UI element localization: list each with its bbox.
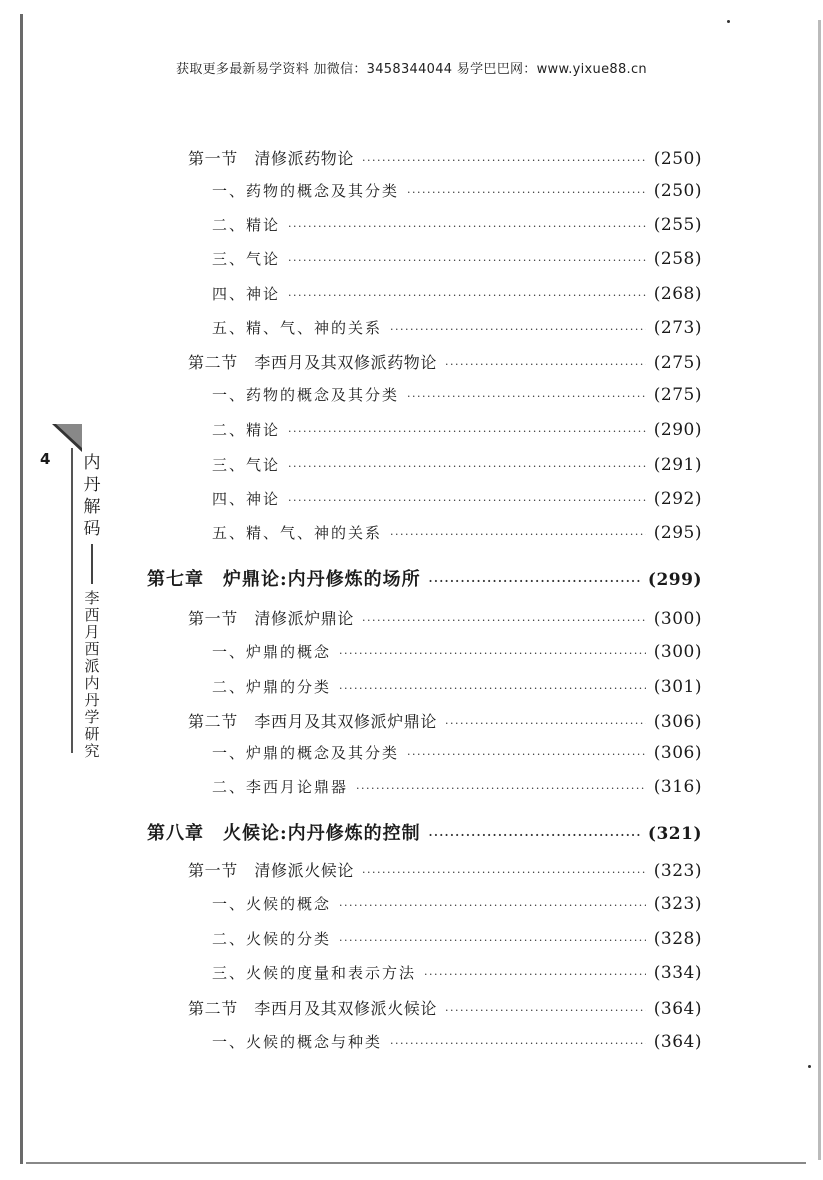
toc-chapter-row xyxy=(147,819,702,845)
toc-entry-title: 二、李西月论鼎器 xyxy=(212,778,349,796)
toc-entry-title: 五、精、气、神的关系 xyxy=(212,319,383,337)
toc-page-number: (306) xyxy=(653,743,702,763)
toc-page-number: (291) xyxy=(653,455,702,475)
toc-page-number: (364) xyxy=(653,999,702,1019)
toc-entry-title: 一、炉鼎的概念及其分类 xyxy=(212,744,400,762)
toc-page-number: (299) xyxy=(647,570,702,590)
toc-entry-title: 一、火候的概念与种类 xyxy=(212,1033,383,1051)
toc-page-number: (321) xyxy=(647,824,702,844)
toc-section-row xyxy=(188,350,702,373)
toc-entry-title: 三、火候的度量和表示方法 xyxy=(212,964,417,982)
toc-item-row xyxy=(212,1031,702,1052)
running-title-main: 内丹解码 xyxy=(83,453,101,539)
toc-entry-title: 四、神论 xyxy=(212,285,281,303)
toc-item-row xyxy=(212,454,702,475)
toc-page-number: (290) xyxy=(653,420,702,440)
toc-entry-title: 四、神论 xyxy=(212,490,281,508)
toc-item-row xyxy=(212,488,702,509)
toc-item-row xyxy=(212,776,702,797)
toc-entry-title: 第二节 李西月及其双修派药物论 xyxy=(188,353,438,372)
running-title-subtitle: 李西月西派内丹学研究 xyxy=(84,589,100,760)
dot-leader xyxy=(445,358,646,371)
toc-page-number: (255) xyxy=(653,215,702,235)
toc-item-row xyxy=(212,384,702,405)
toc-item-row xyxy=(212,317,702,338)
running-title-dash xyxy=(91,544,93,584)
toc-page-number: (323) xyxy=(653,894,702,914)
toc-entry-title: 三、气论 xyxy=(212,250,281,268)
dot-leader xyxy=(445,717,646,730)
toc-section-row xyxy=(188,996,702,1019)
toc-page-number: (334) xyxy=(653,963,702,983)
dot-leader xyxy=(339,934,646,947)
dot-leader xyxy=(339,682,646,695)
toc-section-row xyxy=(188,858,702,881)
toc-entry-title: 一、炉鼎的概念 xyxy=(212,643,332,661)
toc-entry-title: 三、气论 xyxy=(212,456,281,474)
dot-leader xyxy=(356,782,646,795)
dot-leader xyxy=(390,1037,646,1050)
toc-page-number: (364) xyxy=(653,1032,702,1052)
dot-leader xyxy=(362,154,646,167)
corner-tab-icon xyxy=(52,424,82,452)
dot-leader xyxy=(339,647,646,660)
toc-entry-title: 一、药物的概念及其分类 xyxy=(212,386,400,404)
dot-leader xyxy=(390,528,646,541)
toc-entry-title: 第二节 李西月及其双修派炉鼎论 xyxy=(188,712,438,731)
spine-divider xyxy=(71,448,73,753)
dot-leader xyxy=(288,494,646,507)
toc-page-number: (300) xyxy=(653,609,702,629)
toc-page-number: (275) xyxy=(653,353,702,373)
dot-leader xyxy=(288,425,646,438)
toc-page-number: (273) xyxy=(653,318,702,338)
toc-page-number: (250) xyxy=(653,149,702,169)
dot-leader xyxy=(288,254,646,267)
dot-leader xyxy=(390,323,646,336)
toc-page-number: (316) xyxy=(653,777,702,797)
toc-entry-title: 二、炉鼎的分类 xyxy=(212,678,332,696)
toc-page-number: (306) xyxy=(653,712,702,732)
toc-page-number: (300) xyxy=(653,642,702,662)
running-title xyxy=(80,452,104,760)
toc-chapter-row xyxy=(147,565,702,591)
toc-item-row xyxy=(212,641,702,662)
dot-leader xyxy=(424,968,646,981)
dot-leader xyxy=(362,614,646,627)
scan-speck xyxy=(808,1065,811,1068)
toc-section-row xyxy=(188,146,702,169)
toc-page-number: (275) xyxy=(653,385,702,405)
dot-leader xyxy=(288,220,646,233)
toc-item-row xyxy=(212,742,702,763)
scan-speck xyxy=(727,20,730,23)
bottom-rule xyxy=(26,1162,806,1164)
toc-entry-title: 五、精、气、神的关系 xyxy=(212,524,383,542)
page-number: 4 xyxy=(40,450,51,468)
page-header: 获取更多最新易学资料 加微信：3458344044 易学巴巴网：www.yixue88.cn xyxy=(176,62,647,77)
dot-leader xyxy=(407,748,646,761)
toc-page-number: (250) xyxy=(653,181,702,201)
toc-item-row xyxy=(212,248,702,269)
toc-entry-title: 二、火候的分类 xyxy=(212,930,332,948)
dot-leader xyxy=(445,1004,646,1017)
toc-page-number: (292) xyxy=(653,489,702,509)
toc-page-number: (301) xyxy=(653,677,702,697)
dot-leader xyxy=(407,390,646,403)
dot-leader xyxy=(288,460,646,473)
toc-entry-title: 第二节 李西月及其双修派火候论 xyxy=(188,999,438,1018)
toc-entry-title: 第七章 炉鼎论:内丹修炼的场所 xyxy=(147,569,421,590)
toc-item-row xyxy=(212,962,702,983)
toc-entry-title: 第一节 清修派火候论 xyxy=(188,861,355,880)
toc-item-row xyxy=(212,522,702,543)
toc-item-row xyxy=(212,283,702,304)
toc-page-number: (258) xyxy=(653,249,702,269)
dot-leader xyxy=(339,899,646,912)
toc-entry-title: 一、药物的概念及其分类 xyxy=(212,182,400,200)
toc-item-row xyxy=(212,214,702,235)
toc-item-row xyxy=(212,893,702,914)
toc-section-row xyxy=(188,606,702,629)
toc-entry-title: 一、火候的概念 xyxy=(212,895,332,913)
toc-page-number: (323) xyxy=(653,861,702,881)
toc-item-row xyxy=(212,676,702,697)
dot-leader xyxy=(362,866,646,879)
toc-item-row xyxy=(212,180,702,201)
toc-page-number: (328) xyxy=(653,929,702,949)
toc-entry-title: 第八章 火候论:内丹修炼的控制 xyxy=(147,823,421,844)
dot-leader xyxy=(288,289,646,302)
toc-entry-title: 第一节 清修派药物论 xyxy=(188,149,355,168)
toc-entry-title: 二、精论 xyxy=(212,216,281,234)
toc-page-number: (295) xyxy=(653,523,702,543)
toc-item-row xyxy=(212,419,702,440)
dot-leader xyxy=(429,575,640,588)
toc-entry-title: 第一节 清修派炉鼎论 xyxy=(188,609,355,628)
dot-leader xyxy=(429,829,640,842)
toc-item-row xyxy=(212,928,702,949)
toc-entry-title: 二、精论 xyxy=(212,421,281,439)
toc-page-number: (268) xyxy=(653,284,702,304)
dot-leader xyxy=(407,186,646,199)
toc-section-row xyxy=(188,709,702,732)
